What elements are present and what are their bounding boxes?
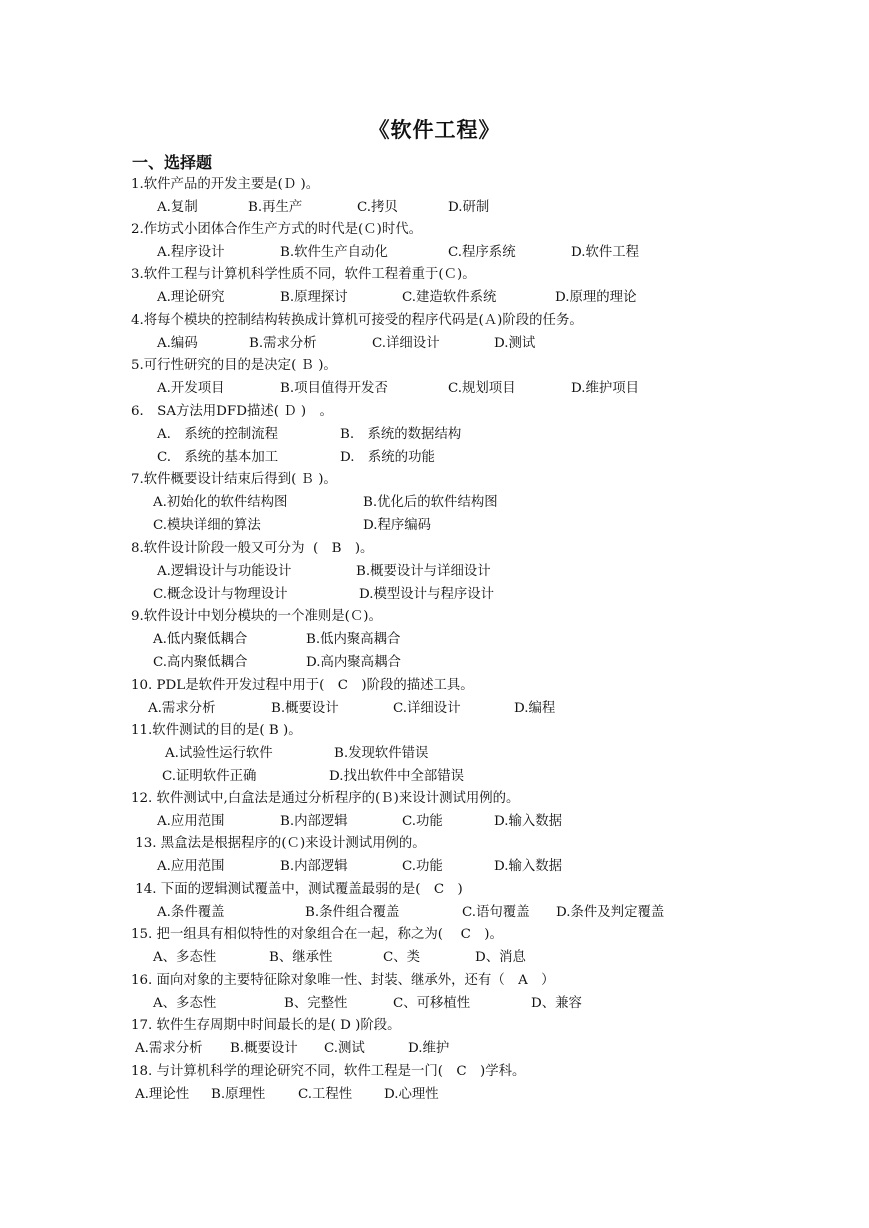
answer-option: B.优化后的软件结构图 [363, 495, 498, 510]
answer-option: A.需求分析 [148, 701, 216, 716]
answer-option: C.模块详细的算法 [153, 518, 261, 533]
answer-option: A、多态性 [153, 950, 217, 965]
answer-option: D.程序编码 [363, 518, 432, 533]
answer-option: B、继承性 [269, 950, 333, 965]
answer-option: D.条件及判定覆盖 [556, 905, 665, 920]
answer-option: B、完整性 [284, 996, 348, 1011]
answer-option: C.规划项目 [448, 381, 516, 396]
answer-option: C.建造软件系统 [402, 290, 497, 305]
question-stem: 18. 与计算机科学的理论研究不同，软件工程是一门( C )学科。 [131, 1064, 526, 1079]
answer-option: C.证明软件正确 [162, 769, 257, 784]
question-stem: 14. 下面的逻辑测试覆盖中，测试覆盖最弱的是( C ) [131, 882, 463, 897]
answer-option: D.高内聚高耦合 [306, 655, 401, 670]
answer-option: D.研制 [448, 200, 490, 215]
answer-option: A.程序设计 [157, 245, 225, 260]
answer-option: C.概念设计与物理设计 [153, 587, 288, 602]
question-stem: 1.软件产品的开发主要是(Ｄ )。 [131, 177, 320, 192]
answer-option: A.理论研究 [157, 290, 225, 305]
document-title: 《软件工程》 [368, 118, 501, 142]
question-stem: 13. 黑盒法是根据程序的(Ｃ)来设计测试用例的。 [131, 836, 426, 851]
answer-option: B.原理性 [211, 1087, 266, 1102]
answer-option: B.条件组合覆盖 [305, 905, 400, 920]
question-stem: 3.软件工程与计算机科学性质不同，软件工程着重于(Ｃ)。 [131, 267, 476, 282]
question-stem: 2.作坊式小团体合作生产方式的时代是(Ｃ)时代。 [131, 222, 423, 237]
answer-option: D.维护项目 [571, 381, 640, 396]
answer-option: D、消息 [475, 950, 526, 965]
question-stem: 7.软件概要设计结束后得到( Ｂ )。 [131, 472, 337, 487]
answer-option: D. 系统的功能 [340, 450, 435, 465]
answer-option: A.需求分析 [135, 1041, 203, 1056]
answer-option: C.详细设计 [393, 701, 461, 716]
question-stem: 17. 软件生存周期中时间最长的是( D )阶段。 [131, 1018, 401, 1033]
answer-option: D.输入数据 [494, 814, 563, 829]
answer-option: B.需求分析 [249, 336, 317, 351]
question-stem: 4.将每个模块的控制结构转换成计算机可接受的程序代码是(Ａ)阶段的任务。 [131, 313, 583, 328]
answer-option: C、可移植性 [393, 996, 471, 1011]
answer-option: D.模型设计与程序设计 [359, 587, 495, 602]
answer-option: A.低内聚低耦合 [153, 632, 248, 647]
answer-option: A.开发项目 [157, 381, 225, 396]
answer-option: C.功能 [402, 859, 443, 874]
answer-option: D、兼容 [531, 996, 582, 1011]
answer-option: C.拷贝 [357, 200, 398, 215]
answer-option: A.试验性运行软件 [165, 746, 273, 761]
answer-option: C.语句覆盖 [462, 905, 530, 920]
answer-option: B.内部逻辑 [280, 814, 348, 829]
answer-option: D.软件工程 [571, 245, 640, 260]
answer-option: A.条件覆盖 [157, 905, 225, 920]
answer-option: A.初始化的软件结构图 [153, 495, 288, 510]
answer-option: C.详细设计 [372, 336, 440, 351]
answer-option: D.原理的理论 [555, 290, 637, 305]
question-stem: 16. 面向对象的主要特征除对象唯一性、封装、继承外，还有（ A ） [131, 973, 555, 988]
answer-option: C.工程性 [298, 1087, 353, 1102]
answer-option: C、类 [383, 950, 421, 965]
answer-option: A.编码 [157, 336, 198, 351]
section-title: 一、选择题 [132, 153, 213, 172]
question-stem: 8.软件设计阶段一般又可分为 ( B )。 [131, 541, 374, 556]
answer-option: A.复制 [157, 200, 198, 215]
answer-option: C.测试 [324, 1041, 365, 1056]
answer-option: C. 系统的基本加工 [157, 450, 279, 465]
answer-option: D.测试 [494, 336, 536, 351]
question-stem: 11.软件测试的目的是( B )。 [131, 723, 302, 738]
answer-option: B.软件生产自动化 [280, 245, 388, 260]
question-stem: 10. PDL是软件开发过程中用于( C )阶段的描述工具。 [131, 678, 474, 693]
answer-option: C.程序系统 [448, 245, 516, 260]
answer-option: C.高内聚低耦合 [153, 655, 248, 670]
answer-option: B.原理探讨 [280, 290, 348, 305]
answer-option: C.功能 [402, 814, 443, 829]
answer-option: B.内部逻辑 [280, 859, 348, 874]
answer-option: B.发现软件错误 [334, 746, 429, 761]
answer-option: A.逻辑设计与功能设计 [157, 564, 292, 579]
question-stem: 5.可行性研究的目的是决定( Ｂ )。 [131, 358, 337, 373]
answer-option: D.编程 [514, 701, 556, 716]
question-stem: 6． SA方法用DFD描述( Ｄ ) 。 [131, 404, 333, 419]
answer-option: D.心理性 [384, 1087, 439, 1102]
answer-option: A. 系统的控制流程 [157, 427, 279, 442]
answer-option: A.应用范围 [157, 814, 225, 829]
answer-option: B.再生产 [248, 200, 303, 215]
answer-option: D.输入数据 [494, 859, 563, 874]
answer-option: D.找出软件中全部错误 [329, 769, 465, 784]
answer-option: B. 系统的数据结构 [340, 427, 462, 442]
answer-option: A、多态性 [153, 996, 217, 1011]
answer-option: B.项目值得开发否 [280, 381, 388, 396]
answer-option: D.维护 [408, 1041, 450, 1056]
question-stem: 12. 软件测试中,白盒法是通过分析程序的(Ｂ)来设计测试用例的。 [131, 791, 520, 806]
answer-option: A.应用范围 [157, 859, 225, 874]
question-stem: 15. 把一组具有相似特性的对象组合在一起，称之为( C )。 [131, 927, 503, 942]
answer-option: B.概要设计 [230, 1041, 298, 1056]
answer-option: B.概要设计与详细设计 [356, 564, 491, 579]
answer-option: B.低内聚高耦合 [306, 632, 401, 647]
answer-option: A.理论性 [135, 1087, 190, 1102]
question-stem: 9.软件设计中划分模块的一个准则是(Ｃ)。 [131, 609, 382, 624]
answer-option: B.概要设计 [271, 701, 339, 716]
